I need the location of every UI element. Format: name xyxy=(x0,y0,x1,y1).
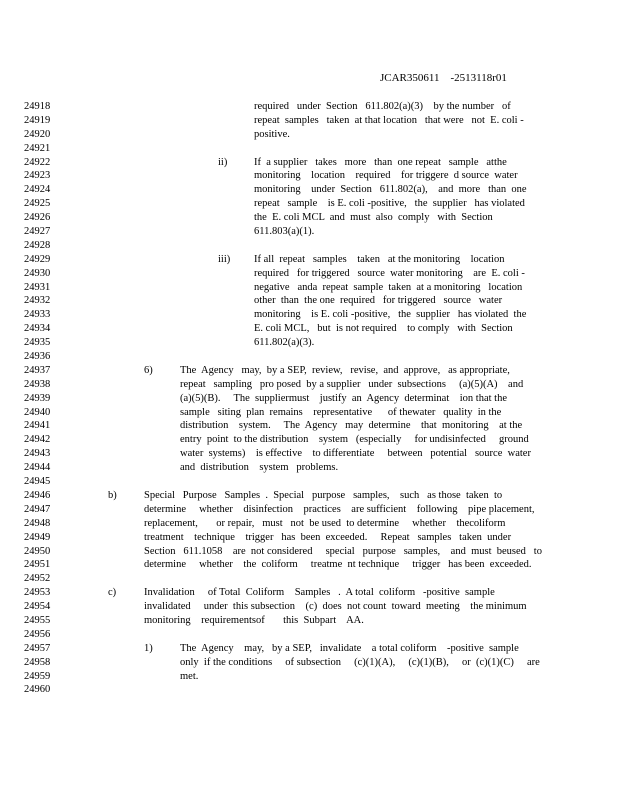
line-number: 24924 xyxy=(24,184,51,196)
document-line xyxy=(24,600,618,614)
line-number: 24945 xyxy=(24,476,51,488)
line-text: repeat sample is E. coli -positive, the supplier has violated xyxy=(254,198,525,210)
line-text: 611.803(a)(1). xyxy=(254,226,315,238)
line-text: water systems) is effective to differentiate between potential source water xyxy=(180,448,531,460)
document-line xyxy=(24,225,618,239)
line-text: and distribution system problems. xyxy=(180,462,339,474)
line-text: E. coli MCL, but is not required to comply with Section xyxy=(254,323,513,335)
line-number: 24927 xyxy=(24,226,51,238)
line-number: 24937 xyxy=(24,364,51,376)
line-number: 24959 xyxy=(24,670,51,682)
document-line xyxy=(24,169,618,183)
document-line xyxy=(24,503,618,517)
line-number: 24922 xyxy=(24,156,51,168)
document-line xyxy=(24,656,618,670)
line-number: 24923 xyxy=(24,170,51,182)
line-text: sample siting plan remains representative of thewater quality in the xyxy=(180,406,502,418)
document-line xyxy=(24,142,618,156)
line-number: 24946 xyxy=(24,489,51,501)
line-number: 24940 xyxy=(24,406,51,418)
line-text: Section 611.1058 are not considered special purpose samples, and must beused to xyxy=(144,545,542,557)
line-number: 24935 xyxy=(24,337,51,349)
line-number: 24939 xyxy=(24,392,51,404)
document-line xyxy=(24,114,618,128)
line-text: monitoring requirementsof this Subpart AA. xyxy=(144,614,364,626)
line-number: 24952 xyxy=(24,573,51,585)
document-line xyxy=(24,100,618,114)
line-number: 24918 xyxy=(24,101,51,112)
line-text: Special Purpose Samples . Special purpose samples, such as those taken to xyxy=(144,489,503,501)
line-number: 24956 xyxy=(24,628,51,640)
document-line xyxy=(24,378,618,392)
line-number: 24953 xyxy=(24,587,51,599)
line-number: 24943 xyxy=(24,448,51,460)
line-number: 24928 xyxy=(24,239,51,251)
document-line xyxy=(24,433,618,447)
line-number: 24920 xyxy=(24,128,51,140)
document-line xyxy=(24,447,618,461)
line-number: 24949 xyxy=(24,531,51,543)
subsection-label: iii) xyxy=(218,253,231,265)
document-line xyxy=(24,128,618,142)
document-line xyxy=(24,211,618,225)
line-text: 611.802(a)(3). xyxy=(254,337,315,349)
line-text: entry point to the distribution system (especially for undisinfected ground xyxy=(180,434,529,446)
line-text: distribution system. The Agency may determine that monitoring at the xyxy=(180,420,523,432)
document-body xyxy=(24,100,618,697)
line-number: 24930 xyxy=(24,267,51,279)
line-text: Invalidation of Total Coliform Samples . A total coliform -positive sample xyxy=(144,587,495,599)
document-line xyxy=(24,336,618,350)
document-line xyxy=(24,364,618,378)
line-number: 24919 xyxy=(24,114,51,126)
document-line xyxy=(24,281,618,295)
document-line xyxy=(24,406,618,420)
document-line xyxy=(24,156,618,170)
line-text: determine whether the coliform treatme nt technique trigger has been exceeded. xyxy=(144,559,532,571)
line-text: other than the one required for triggered source water xyxy=(254,295,503,307)
document-line xyxy=(24,322,618,336)
line-number: 24947 xyxy=(24,503,51,515)
document-line xyxy=(24,545,618,559)
document-line xyxy=(24,294,618,308)
line-number: 24948 xyxy=(24,517,51,529)
document-line xyxy=(24,419,618,433)
line-text: negative anda repeat sample taken at a monitoring location xyxy=(254,281,523,293)
document-line xyxy=(24,267,618,281)
line-number: 24938 xyxy=(24,378,51,390)
line-text: only if the conditions of subsection (c)(1)(A), (c)(1)(B), or (c)(1)(C) are xyxy=(180,656,540,668)
line-number: 24933 xyxy=(24,309,51,321)
line-number: 24925 xyxy=(24,198,51,210)
line-number: 24958 xyxy=(24,656,51,668)
document-line xyxy=(24,253,618,267)
line-text: monitoring under Section 611.802(a), and more than one xyxy=(254,184,527,196)
document-line xyxy=(24,392,618,406)
document-header: JCAR350611 -2513118r01 xyxy=(380,72,507,84)
line-text: met. xyxy=(180,670,199,682)
line-text: repeat sampling pro posed by a supplier under subsections (a)(5)(A) and xyxy=(180,378,524,390)
document-line xyxy=(24,670,618,684)
document-line xyxy=(24,239,618,253)
line-number: 24936 xyxy=(24,351,51,363)
line-text: If a supplier takes more than one repeat sample atthe xyxy=(254,156,507,168)
line-number: 24954 xyxy=(24,601,51,613)
line-number: 24951 xyxy=(24,559,51,571)
document-line xyxy=(24,642,618,656)
line-text: monitoring location required for triggere d source water xyxy=(254,170,518,182)
line-text: If all repeat samples taken at the monitoring location xyxy=(254,253,505,265)
document-line xyxy=(24,614,618,628)
line-number: 24955 xyxy=(24,614,51,626)
subsection-label: b) xyxy=(108,489,117,501)
subsection-label: ii) xyxy=(218,156,228,168)
line-text: repeat samples taken at that location that were not E. coli - xyxy=(254,114,524,126)
line-text: treatment technique trigger has been exceeded. Repeat samples taken under xyxy=(144,531,512,543)
document-line xyxy=(24,517,618,531)
line-text: replacement, or repair, must not be used to determine whether thecoliform xyxy=(144,517,506,529)
line-text: The Agency may, by a SEP, review, revise, and approve, as appropriate, xyxy=(180,364,510,376)
document-line xyxy=(24,586,618,600)
line-text: (a)(5)(B). The suppliermust justify an Agency determinat ion that the xyxy=(180,392,507,404)
line-number: 24932 xyxy=(24,295,51,307)
line-number: 24941 xyxy=(24,420,51,432)
document-line xyxy=(24,197,618,211)
line-text: positive. xyxy=(254,128,290,140)
document-line xyxy=(24,183,618,197)
document-line xyxy=(24,350,618,364)
line-text: determine whether disinfection practices are sufficient following pipe placement, xyxy=(144,503,535,515)
line-text: the E. coli MCL and must also comply with Section xyxy=(254,212,493,224)
line-number: 24921 xyxy=(24,142,51,154)
line-number: 24931 xyxy=(24,281,51,293)
document-line xyxy=(24,572,618,586)
line-text: invalidated under this subsection (c) does not count toward meeting the minimum xyxy=(144,601,527,613)
line-number: 24926 xyxy=(24,212,51,224)
line-text: required under Section 611.802(a)(3) by the number of xyxy=(254,101,511,112)
document-line xyxy=(24,475,618,489)
document-line xyxy=(24,558,618,572)
line-number: 24960 xyxy=(24,684,51,696)
document-line xyxy=(24,461,618,475)
document-line xyxy=(24,489,618,503)
document-line xyxy=(24,683,618,697)
line-text: required for triggered source water monitoring are E. coli - xyxy=(254,267,525,279)
subsection-label: 6) xyxy=(144,364,153,376)
line-number: 24942 xyxy=(24,434,51,446)
line-text: The Agency may, by a SEP, invalidate a total coliform -positive sample xyxy=(180,642,519,654)
line-number: 24934 xyxy=(24,323,51,335)
line-text: monitoring is E. coli -positive, the supplier has violated the xyxy=(254,309,527,321)
document-line xyxy=(24,628,618,642)
line-number: 24929 xyxy=(24,253,51,265)
subsection-label: 1) xyxy=(144,642,153,654)
line-number: 24944 xyxy=(24,462,51,474)
line-number: 24950 xyxy=(24,545,51,557)
line-number: 24957 xyxy=(24,642,51,654)
subsection-label: c) xyxy=(108,587,117,599)
document-line xyxy=(24,531,618,545)
document-line xyxy=(24,308,618,322)
